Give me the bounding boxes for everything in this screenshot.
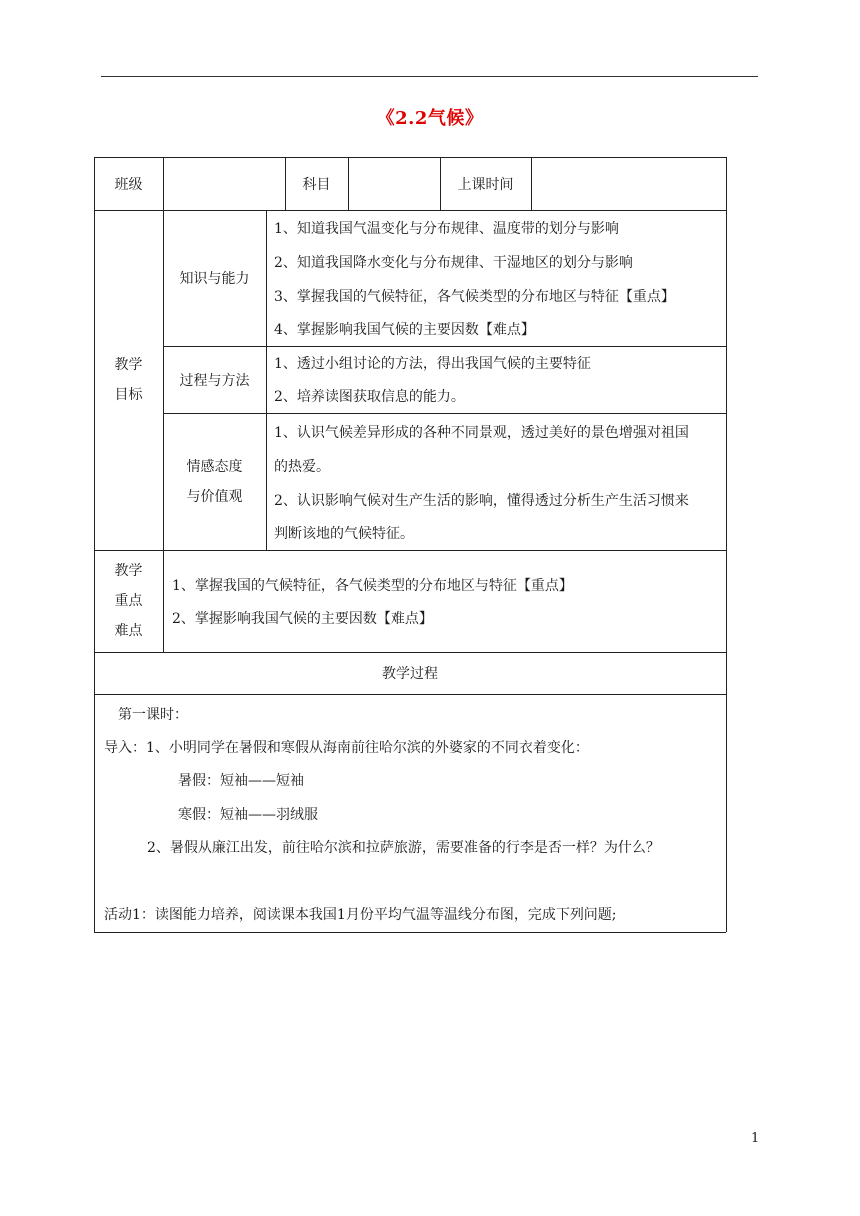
- attitude-line: 2、认识影响气候对生产生活的影响，懂得透过分析生产生活习惯来: [274, 493, 689, 509]
- time-label: 上课时间: [457, 176, 514, 193]
- attitude-label: [163, 413, 266, 550]
- knowledge-item: 1、知道我国气温变化与分布规律、温度带的划分与影响: [274, 221, 619, 237]
- knowledge-label: 知识与能力: [179, 271, 250, 287]
- teaching-process-heading: 教学过程: [382, 666, 438, 682]
- process-line: 导入：1、小明同学在暑假和寒假从海南前往哈尔滨的外婆家的不同衣着变化：: [104, 740, 589, 756]
- objectives-label-line: 目标: [114, 387, 143, 403]
- attitude-label-line: 与价值观: [186, 488, 243, 505]
- process-line: 寒假：短袖——羽绒服: [178, 807, 318, 823]
- knowledge-item: 3、掌握我国的气候特征，各气候类型的分布地区与特征【重点】: [274, 289, 675, 305]
- attitude-line: 的热爱。: [274, 459, 330, 475]
- key-point-item: 1、掌握我国的气候特征，各气候类型的分布地区与特征【重点】: [172, 578, 573, 594]
- key-point-item: 2、掌握影响我国气候的主要因数【难点】: [172, 611, 433, 627]
- process-method-item: 1、透过小组讨论的方法，得出我国气候的主要特征: [274, 356, 591, 372]
- page-number: 1: [751, 1131, 760, 1146]
- attitude-line: 判断该地的气候特征。: [274, 526, 414, 542]
- key-points-label-line: 重点: [114, 593, 143, 609]
- process-line: 活动1：读图能力培养，阅读课本我国1月份平均气温等温线分布图，完成下列问题;: [104, 907, 617, 923]
- knowledge-item: 2、知道我国降水变化与分布规律、干湿地区的划分与影响: [274, 255, 633, 271]
- process-line: 暑假：短袖——短袖: [178, 773, 304, 789]
- header-rule: [101, 76, 758, 77]
- table-border-right: [726, 157, 727, 932]
- class-value: [163, 157, 285, 210]
- attitude-label-line: 情感态度: [186, 458, 243, 475]
- key-points-label-line: 教学: [114, 563, 143, 579]
- process-method-label: 过程与方法: [179, 372, 250, 389]
- process-line: 2、暑假从廉江出发，前往哈尔滨和拉萨旅游，需要准备的行李是否一样？为什么？: [147, 840, 660, 856]
- column-divider: [163, 550, 164, 652]
- table-border-bottom: [94, 932, 726, 933]
- time-value: [531, 157, 726, 210]
- knowledge-item: 4、掌握影响我国气候的主要因数【难点】: [274, 322, 535, 338]
- column-divider: [266, 210, 267, 550]
- document-title: 《2.2气候》: [376, 108, 484, 129]
- key-points-label: [94, 550, 163, 652]
- class-label: 班级: [114, 176, 143, 193]
- row-divider: [94, 550, 726, 551]
- process-method-item: 2、培养读图获取信息的能力。: [274, 389, 465, 405]
- key-points-label-line: 难点: [114, 623, 143, 639]
- subject-label: 科目: [302, 176, 331, 193]
- objectives-label: [94, 210, 163, 550]
- row-divider: [94, 694, 726, 695]
- attitude-line: 1、认识气候差异形成的各种不同景观，透过美好的景色增强对祖国: [274, 425, 689, 441]
- subject-value: [348, 157, 440, 210]
- objectives-label-line: 教学: [114, 357, 143, 373]
- process-line: 第一课时：: [118, 707, 188, 723]
